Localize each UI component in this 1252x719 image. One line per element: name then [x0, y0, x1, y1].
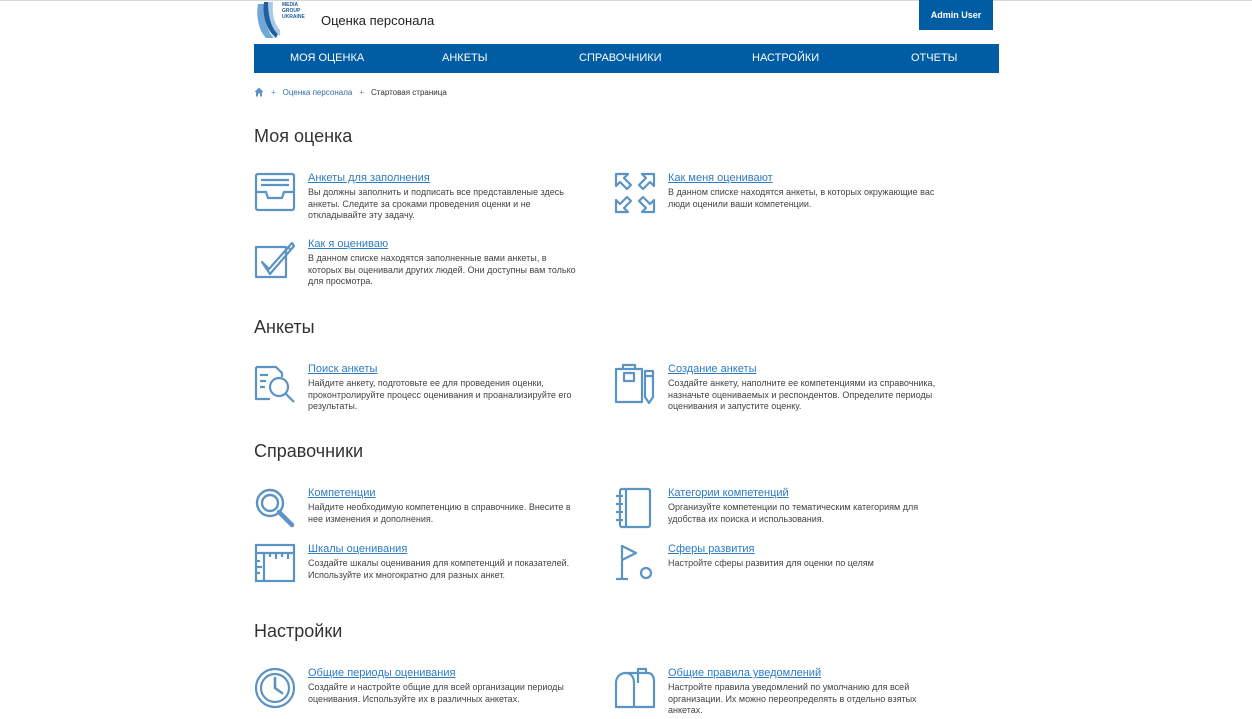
tile-description: Создайте шкалы оценивания для компетенций и показателей. Используйте их многократно для разных анкет. [308, 558, 570, 580]
tile-description: Создайте и настройте общие для всей организации периоды оценивания. Используйте их в различных анкетах. [308, 682, 564, 704]
app-title: Оценка персонала [321, 13, 435, 28]
main-nav [254, 44, 999, 73]
clipboard-pencil-icon[interactable] [614, 363, 656, 405]
arrows-inward-icon[interactable] [614, 172, 656, 214]
logo-line-3: UKRAINE [282, 14, 305, 20]
tile-link[interactable]: Как я оцениваю [308, 238, 389, 250]
breadcrumb-separator: + [359, 87, 365, 97]
user-menu-button[interactable]: Admin User [919, 0, 993, 30]
checkbox-pen-icon[interactable] [254, 238, 296, 280]
breadcrumb-link[interactable]: Оценка персонала [282, 87, 353, 97]
ruler-frame-icon[interactable] [254, 543, 296, 585]
tile-link[interactable]: Создание анкеты [668, 363, 757, 375]
nav-item-my-assessment[interactable]: МОЯ ОЦЕНКА [290, 52, 365, 64]
tile-link[interactable]: Анкеты для заполнения [308, 172, 430, 184]
clock-icon[interactable] [254, 667, 296, 709]
home-icon[interactable] [254, 87, 264, 97]
breadcrumb-separator: + [271, 87, 276, 97]
magnifier-icon[interactable] [254, 487, 296, 529]
tile-description: Настройте правила уведомлений по умолчанию для всей организации. Их можно переопределять в отдельно взятых анкетах. [668, 682, 917, 715]
tile-description: В данном списке находятся заполненные вами анкеты, в которых вы оценивали других людей. Они доступны вам только для просмотра. [308, 253, 576, 286]
tile-description: В данном списке находятся анкеты, в которых окружающие вас люди оценили ваши компетенции. [668, 187, 935, 209]
tile-link[interactable]: Компетенции [308, 487, 376, 499]
nav-item-reports[interactable]: ОТЧЕТЫ [911, 52, 958, 64]
notebook-icon[interactable] [614, 487, 656, 529]
header [254, 0, 999, 44]
breadcrumb [254, 86, 447, 98]
logo-line-1: MEDIA [282, 2, 299, 8]
tile-link[interactable]: Шкалы оценивания [308, 543, 408, 555]
logo-line-2: GROUP [282, 8, 301, 14]
tile-description: Найдите необходимую компетенцию в справочнике. Внесите в нее изменения и дополнения. [308, 502, 571, 524]
tile-link[interactable]: Поиск анкеты [308, 363, 378, 375]
section-title-my-assessment: Моя оценка [254, 126, 353, 146]
media-group-logo[interactable] [254, 0, 310, 40]
section-title-settings: Настройки [254, 621, 343, 641]
tile-link[interactable]: Общие периоды оценивания [308, 667, 456, 679]
nav-item-questionnaires[interactable]: АНКЕТЫ [442, 52, 488, 64]
tile-link[interactable]: Сферы развития [668, 543, 755, 555]
tile-description: Организуйте компетенции по тематическим категориям для удобства их поиска и использования. [668, 502, 919, 524]
section-title-directories: Справочники [254, 441, 364, 461]
document-search-icon[interactable] [254, 363, 296, 405]
tile-link[interactable]: Категории компетенций [668, 487, 789, 499]
breadcrumb-current: Стартовая страница [371, 87, 447, 97]
tile-link[interactable]: Как меня оценивают [668, 172, 773, 184]
tile-description: Создайте анкету, наполните ее компетенциями из справочника, назначьте оцениваемых и респондентов. Определите периоды оценивания и запустите оценку. [668, 378, 936, 411]
section-title-questionnaires: Анкеты [254, 317, 315, 337]
inbox-tray-icon[interactable] [254, 172, 296, 214]
mailbox-icon[interactable] [614, 667, 656, 709]
golf-flag-icon[interactable] [614, 543, 656, 585]
tile-description: Вы должны заполнить и подписать все представленые здесь анкеты. Следите за сроками проведения оценки и не откладывайте эту задачу. [308, 187, 564, 220]
nav-item-settings[interactable]: НАСТРОЙКИ [752, 52, 820, 64]
tile-link[interactable]: Общие правила уведомлений [668, 667, 822, 679]
tile-description: Найдите анкету, подготовьте ее для проведения оценки, проконтролируйте процесс оценивания и проанализируйте его результаты. [308, 378, 572, 411]
nav-item-directories[interactable]: СПРАВОЧНИКИ [579, 52, 662, 64]
tile-description: Настройте сферы развития для оценки по целям [668, 558, 874, 568]
